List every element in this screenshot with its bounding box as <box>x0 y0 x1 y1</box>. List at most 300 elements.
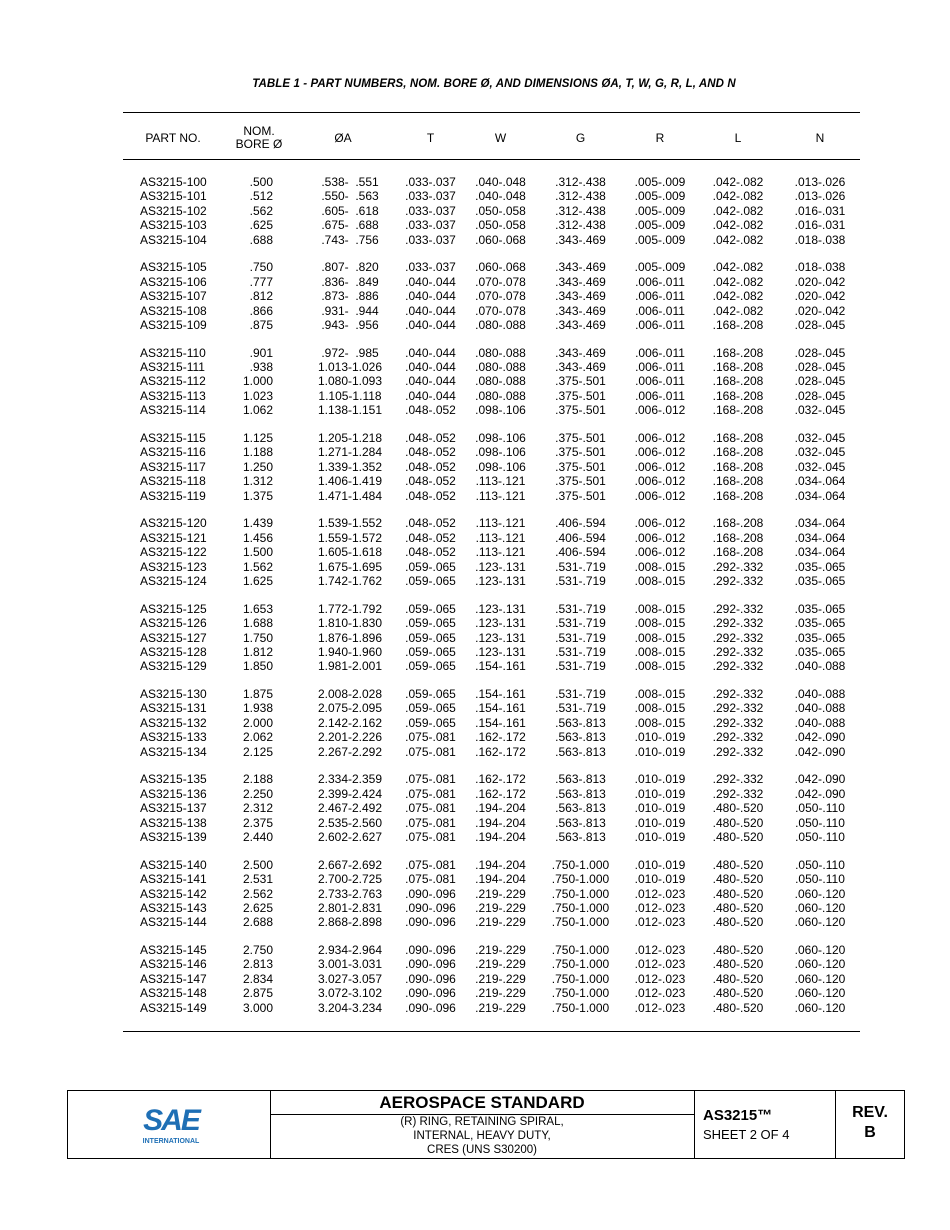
cell-g: .375-.501 <box>555 488 606 503</box>
cell-nom-bore: 2.813 <box>242 957 273 972</box>
cell-n: .060-.120 <box>794 1000 846 1015</box>
cell-t: .059-.065 <box>405 715 456 730</box>
cell-part-no: AS3215-124 <box>140 573 207 588</box>
cell-w: .194-.204 <box>475 801 526 816</box>
cell-n: .060-.120 <box>794 986 846 1001</box>
cell-n: .034-.064 <box>794 474 846 489</box>
cell-g: .375-.501 <box>555 374 606 389</box>
cell-w: .219-.229 <box>475 1000 526 1015</box>
cell-dia-a: .836- .849 <box>321 274 379 289</box>
cell-l: .292-.332 <box>712 630 764 645</box>
cell-dia-a: 1.339-1.352 <box>317 459 383 474</box>
cell-dia-a: .873- .886 <box>321 289 379 304</box>
table-row <box>123 872 860 886</box>
cell-part-no: AS3215-132 <box>140 715 207 730</box>
header-dia-a: ØA <box>334 130 352 145</box>
cell-r: .008-.015 <box>634 644 686 659</box>
row-group <box>123 431 860 503</box>
cell-w: .219-.229 <box>475 957 526 972</box>
cell-n: .013-.026 <box>794 175 846 189</box>
cell-l: .292-.332 <box>712 601 764 616</box>
cell-dia-a: .743- .756 <box>321 232 379 247</box>
cell-t: .075-.081 <box>405 857 456 872</box>
cell-dia-a: 2.008-2.028 <box>317 687 383 702</box>
cell-l: .168-.208 <box>712 445 764 460</box>
cell-nom-bore: 2.000 <box>242 715 273 730</box>
cell-g: .750-1.000 <box>551 986 610 1001</box>
cell-part-no: AS3215-139 <box>140 829 207 844</box>
table-row <box>123 915 860 929</box>
cell-t: .048-.052 <box>405 431 456 446</box>
cell-n: .034-.064 <box>794 516 846 531</box>
cell-g: .375-.501 <box>555 388 606 403</box>
cell-g: .343-.469 <box>555 360 606 375</box>
header-r: R <box>655 130 665 145</box>
cell-n: .050-.110 <box>795 857 845 872</box>
cell-g: .563-.813 <box>555 801 606 816</box>
cell-t: .090-.096 <box>405 886 456 901</box>
cell-part-no: AS3215-145 <box>140 943 207 958</box>
cell-n: .042-.090 <box>794 786 846 801</box>
cell-dia-a: 1.675-1.695 <box>317 559 383 574</box>
cell-nom-bore: 1.812 <box>242 644 273 659</box>
cell-dia-a: 2.535-2.560 <box>317 815 383 830</box>
cell-r: .010-.019 <box>634 815 686 830</box>
table-row <box>123 957 860 971</box>
cell-t: .075-.081 <box>405 815 456 830</box>
cell-dia-a: 1.876-1.896 <box>317 630 383 645</box>
cell-t: .090-.096 <box>405 943 456 958</box>
cell-t: .040-.044 <box>405 374 456 389</box>
cell-t: .048-.052 <box>405 403 456 418</box>
cell-dia-a: 1.271-1.284 <box>317 445 383 460</box>
cell-nom-bore: .688 <box>249 232 273 247</box>
cell-nom-bore: 1.250 <box>242 459 273 474</box>
cell-l: .480-.520 <box>712 971 764 986</box>
cell-w: .050-.058 <box>475 218 526 233</box>
cell-part-no: AS3215-140 <box>140 857 207 872</box>
cell-n: .060-.120 <box>794 971 846 986</box>
cell-n: .040-.088 <box>794 687 846 702</box>
cell-r: .005-.009 <box>634 218 686 233</box>
cell-w: .123-.131 <box>475 559 526 574</box>
cell-part-no: AS3215-137 <box>140 801 207 816</box>
cell-n: .060-.120 <box>794 886 846 901</box>
cell-nom-bore: .750 <box>249 260 273 275</box>
cell-r: .006-.011 <box>635 317 685 332</box>
cell-w: .080-.088 <box>475 388 526 403</box>
cell-r: .008-.015 <box>634 601 686 616</box>
cell-w: .113-.121 <box>475 488 526 503</box>
cell-l: .042-.082 <box>712 189 764 204</box>
cell-w: .219-.229 <box>475 915 526 930</box>
table-row <box>123 972 860 986</box>
cell-dia-a: 1.772-1.792 <box>317 601 383 616</box>
header-n: N <box>815 130 825 145</box>
document-number-cell <box>694 1091 836 1158</box>
header-l: L <box>734 130 742 145</box>
cell-t: .040-.044 <box>405 360 456 375</box>
cell-n: .028-.045 <box>794 360 846 375</box>
cell-w: .080-.088 <box>475 374 526 389</box>
cell-part-no: AS3215-129 <box>140 659 207 674</box>
cell-dia-a: 1.559-1.572 <box>317 530 383 545</box>
cell-part-no: AS3215-142 <box>140 886 207 901</box>
cell-r: .005-.009 <box>634 232 686 247</box>
cell-w: .113-.121 <box>475 516 526 531</box>
cell-n: .040-.088 <box>794 701 846 716</box>
cell-w: .080-.088 <box>475 345 526 360</box>
cell-l: .042-.082 <box>712 274 764 289</box>
cell-t: .075-.081 <box>405 801 456 816</box>
row-group <box>123 260 860 332</box>
cell-nom-bore: 2.531 <box>242 872 273 887</box>
title-line: CRES (UNS S30200) <box>427 1144 537 1156</box>
cell-n: .016-.031 <box>794 218 846 233</box>
cell-dia-a: 2.075-2.095 <box>317 701 383 716</box>
cell-nom-bore: .812 <box>249 289 273 304</box>
cell-l: .480-.520 <box>712 900 764 915</box>
cell-g: .343-.469 <box>555 232 606 247</box>
table-row <box>123 445 860 459</box>
cell-n: .035-.065 <box>794 601 846 616</box>
cell-nom-bore: .866 <box>249 303 273 318</box>
cell-l: .480-.520 <box>712 801 764 816</box>
cell-g: .531-.719 <box>555 687 606 702</box>
table-row <box>123 687 860 701</box>
cell-dia-a: 1.205-1.218 <box>317 431 383 446</box>
cell-g: .343-.469 <box>555 345 606 360</box>
cell-g: .750-1.000 <box>551 872 610 887</box>
cell-dia-a: 2.602-2.627 <box>317 829 383 844</box>
table-row <box>123 304 860 318</box>
cell-g: .563-.813 <box>555 715 606 730</box>
cell-g: .531-.719 <box>555 601 606 616</box>
cell-w: .050-.058 <box>475 203 526 218</box>
cell-part-no: AS3215-107 <box>140 289 207 304</box>
table-row <box>123 318 860 332</box>
cell-dia-a: 2.700-2.725 <box>317 872 383 887</box>
cell-w: .219-.229 <box>475 986 526 1001</box>
cell-r: .008-.015 <box>634 559 686 574</box>
cell-w: .123-.131 <box>475 644 526 659</box>
cell-nom-bore: 2.312 <box>242 801 273 816</box>
cell-part-no: AS3215-144 <box>140 915 207 930</box>
cell-r: .006-.012 <box>634 516 686 531</box>
cell-l: .168-.208 <box>712 374 764 389</box>
cell-t: .040-.044 <box>405 388 456 403</box>
cell-l: .042-.082 <box>712 218 764 233</box>
cell-part-no: AS3215-143 <box>140 900 207 915</box>
cell-part-no: AS3215-117 <box>140 459 206 474</box>
cell-nom-bore: 1.850 <box>242 659 273 674</box>
cell-w: .113-.121 <box>475 474 526 489</box>
cell-r: .006-.012 <box>634 445 686 460</box>
cell-t: .040-.044 <box>405 274 456 289</box>
cell-n: .060-.120 <box>794 900 846 915</box>
cell-l: .480-.520 <box>712 829 764 844</box>
cell-dia-a: .943- .956 <box>321 317 379 332</box>
cell-r: .010-.019 <box>634 872 686 887</box>
cell-g: .750-1.000 <box>551 1000 610 1015</box>
cell-w: .162-.172 <box>475 786 526 801</box>
cell-w: .098-.106 <box>475 431 526 446</box>
cell-w: .219-.229 <box>475 886 526 901</box>
cell-t: .033-.037 <box>405 175 456 189</box>
cell-w: .194-.204 <box>475 872 526 887</box>
header-nom-bore: NOM. BORE Ø <box>235 124 283 151</box>
cell-nom-bore: 1.875 <box>242 687 273 702</box>
cell-t: .059-.065 <box>405 616 456 631</box>
cell-part-no: AS3215-116 <box>140 445 206 460</box>
cell-n: .032-.045 <box>794 459 846 474</box>
cell-r: .012-.023 <box>634 943 686 958</box>
cell-g: .563-.813 <box>555 829 606 844</box>
table-row <box>123 346 860 360</box>
cell-dia-a: .931- .944 <box>321 303 379 318</box>
table-row <box>123 887 860 901</box>
cell-n: .050-.110 <box>795 815 845 830</box>
cell-l: .168-.208 <box>712 530 764 545</box>
table-row <box>123 986 860 1000</box>
cell-n: .035-.065 <box>794 559 846 574</box>
cell-w: .219-.229 <box>475 943 526 958</box>
cell-nom-bore: .625 <box>249 218 273 233</box>
cell-r: .006-.012 <box>634 459 686 474</box>
table-row <box>123 374 860 388</box>
cell-w: .040-.048 <box>475 175 526 189</box>
title-block <box>67 1090 905 1159</box>
cell-nom-bore: 1.938 <box>242 701 273 716</box>
cell-g: .406-.594 <box>555 516 606 531</box>
cell-r: .005-.009 <box>634 189 686 204</box>
cell-t: .059-.065 <box>405 601 456 616</box>
cell-r: .006-.011 <box>635 374 685 389</box>
table-row <box>123 701 860 715</box>
cell-g: .563-.813 <box>555 815 606 830</box>
cell-n: .050-.110 <box>795 801 845 816</box>
cell-l: .292-.332 <box>712 644 764 659</box>
cell-w: .194-.204 <box>475 815 526 830</box>
cell-part-no: AS3215-128 <box>140 644 207 659</box>
cell-nom-bore: 1.625 <box>242 573 273 588</box>
cell-w: .060-.068 <box>475 260 526 275</box>
cell-nom-bore: .938 <box>249 360 273 375</box>
table-row <box>123 745 860 759</box>
cell-r: .010-.019 <box>634 744 686 759</box>
cell-part-no: AS3215-103 <box>140 218 207 233</box>
cell-t: .059-.065 <box>405 687 456 702</box>
cell-part-no: AS3215-130 <box>140 687 207 702</box>
row-group <box>123 858 860 930</box>
cell-nom-bore: 1.000 <box>242 374 273 389</box>
cell-w: .070-.078 <box>475 289 526 304</box>
cell-part-no: AS3215-100 <box>140 175 207 189</box>
row-group <box>123 516 860 588</box>
cell-nom-bore: 2.625 <box>242 900 273 915</box>
table-row <box>123 289 860 303</box>
cell-nom-bore: .512 <box>249 189 273 204</box>
cell-nom-bore: 2.375 <box>242 815 273 830</box>
cell-t: .090-.096 <box>405 915 456 930</box>
sheet-number: SHEET 2 OF 4 <box>703 1127 790 1142</box>
cell-dia-a: 3.072-3.102 <box>317 986 383 1001</box>
cell-w: .080-.088 <box>475 360 526 375</box>
title-line: INTERNAL, HEAVY DUTY, <box>413 1130 551 1142</box>
cell-n: .034-.064 <box>794 530 846 545</box>
cell-l: .168-.208 <box>712 345 764 360</box>
cell-part-no: AS3215-149 <box>140 1000 207 1015</box>
cell-r: .006-.012 <box>634 431 686 446</box>
cell-nom-bore: 1.688 <box>242 616 273 631</box>
cell-r: .010-.019 <box>634 730 686 745</box>
cell-w: .113-.121 <box>475 545 526 560</box>
cell-n: .016-.031 <box>794 203 846 218</box>
cell-w: .098-.106 <box>475 403 526 418</box>
cell-part-no: AS3215-147 <box>140 971 207 986</box>
cell-w: .194-.204 <box>475 857 526 872</box>
cell-l: .168-.208 <box>712 516 764 531</box>
cell-nom-bore: 2.750 <box>242 943 273 958</box>
cell-l: .168-.208 <box>712 403 764 418</box>
cell-nom-bore: 1.439 <box>242 516 273 531</box>
cell-n: .020-.042 <box>794 289 846 304</box>
cell-dia-a: 1.080-1.093 <box>317 374 383 389</box>
table-title: TABLE 1 - PART NUMBERS, NOM. BORE Ø, AND DIMENSIONS ØA, T, W, G, R, L, AND N <box>252 78 736 90</box>
cell-l: .480-.520 <box>712 1000 764 1015</box>
cell-l: .168-.208 <box>712 388 764 403</box>
cell-t: .040-.044 <box>405 317 456 332</box>
table-row <box>123 943 860 957</box>
cell-part-no: AS3215-133 <box>140 730 207 745</box>
cell-l: .292-.332 <box>712 687 764 702</box>
cell-w: .070-.078 <box>475 303 526 318</box>
cell-dia-a: 1.742-1.762 <box>317 573 383 588</box>
cell-g: .406-.594 <box>555 545 606 560</box>
cell-t: .090-.096 <box>405 957 456 972</box>
cell-g: .343-.469 <box>555 274 606 289</box>
cell-r: .012-.023 <box>634 915 686 930</box>
cell-w: .154-.161 <box>475 659 526 674</box>
cell-g: .343-.469 <box>555 260 606 275</box>
cell-w: .080-.088 <box>475 317 526 332</box>
cell-nom-bore: 2.440 <box>242 829 273 844</box>
cell-g: .375-.501 <box>555 474 606 489</box>
document-title <box>270 1115 694 1157</box>
cell-part-no: AS3215-101 <box>140 189 207 204</box>
cell-r: .008-.015 <box>634 659 686 674</box>
cell-part-no: AS3215-148 <box>140 986 207 1001</box>
cell-g: .343-.469 <box>555 289 606 304</box>
cell-nom-bore: 1.188 <box>242 445 273 460</box>
cell-t: .075-.081 <box>405 872 456 887</box>
cell-g: .312-.438 <box>555 189 606 204</box>
cell-g: .750-1.000 <box>551 957 610 972</box>
cell-r: .010-.019 <box>634 801 686 816</box>
cell-l: .042-.082 <box>712 203 764 218</box>
cell-dia-a: 3.027-3.057 <box>317 971 383 986</box>
cell-g: .531-.719 <box>555 616 606 631</box>
table-row <box>123 204 860 218</box>
cell-r: .012-.023 <box>634 900 686 915</box>
cell-l: .042-.082 <box>712 303 764 318</box>
cell-part-no: AS3215-141 <box>140 872 207 887</box>
cell-dia-a: 1.605-1.618 <box>317 545 383 560</box>
cell-nom-bore: 2.562 <box>242 886 273 901</box>
cell-part-no: AS3215-112 <box>140 374 206 389</box>
table-row <box>123 645 860 659</box>
cell-part-no: AS3215-109 <box>140 317 207 332</box>
table-row <box>123 460 860 474</box>
cell-dia-a: 2.267-2.292 <box>317 744 383 759</box>
cell-l: .480-.520 <box>712 957 764 972</box>
cell-dia-a: 2.467-2.492 <box>317 801 383 816</box>
cell-l: .292-.332 <box>712 616 764 631</box>
cell-w: .219-.229 <box>475 971 526 986</box>
cell-nom-bore: 3.000 <box>242 1000 273 1015</box>
cell-r: .006-.012 <box>634 403 686 418</box>
row-group <box>123 687 860 759</box>
table-bottom-rule <box>123 1031 860 1032</box>
table-row <box>123 531 860 545</box>
cell-t: .090-.096 <box>405 900 456 915</box>
cell-g: .375-.501 <box>555 431 606 446</box>
cell-n: .032-.045 <box>794 431 846 446</box>
table-row <box>123 260 860 274</box>
cell-t: .059-.065 <box>405 644 456 659</box>
cell-nom-bore: 2.688 <box>242 915 273 930</box>
cell-r: .006-.011 <box>635 345 685 360</box>
cell-t: .075-.081 <box>405 730 456 745</box>
cell-nom-bore: 2.250 <box>242 786 273 801</box>
cell-dia-a: 1.138-1.151 <box>317 403 383 418</box>
cell-l: .292-.332 <box>712 730 764 745</box>
cell-w: .070-.078 <box>475 274 526 289</box>
cell-r: .006-.012 <box>634 488 686 503</box>
cell-n: .013-.026 <box>794 189 846 204</box>
cell-part-no: AS3215-135 <box>140 772 207 787</box>
cell-r: .006-.011 <box>635 388 685 403</box>
standard-heading: AEROSPACE STANDARD <box>270 1091 694 1115</box>
cell-r: .005-.009 <box>634 175 686 189</box>
revision-label: REV. <box>852 1104 888 1121</box>
table-row <box>123 275 860 289</box>
cell-t: .048-.052 <box>405 488 456 503</box>
document-number: AS3215™ <box>703 1107 773 1124</box>
row-group <box>123 346 860 418</box>
cell-w: .098-.106 <box>475 459 526 474</box>
cell-nom-bore: .562 <box>249 203 273 218</box>
cell-g: .750-1.000 <box>551 971 610 986</box>
header-t: T <box>426 130 435 145</box>
cell-r: .008-.015 <box>634 687 686 702</box>
cell-t: .033-.037 <box>405 260 456 275</box>
cell-g: .343-.469 <box>555 303 606 318</box>
cell-n: .035-.065 <box>794 573 846 588</box>
cell-n: .028-.045 <box>794 388 846 403</box>
cell-t: .048-.052 <box>405 445 456 460</box>
cell-r: .010-.019 <box>634 772 686 787</box>
cell-g: .375-.501 <box>555 445 606 460</box>
cell-dia-a: 1.471-1.484 <box>317 488 383 503</box>
row-group <box>123 772 860 844</box>
cell-t: .090-.096 <box>405 1000 456 1015</box>
cell-dia-a: 2.201-2.226 <box>317 730 383 745</box>
cell-l: .168-.208 <box>712 474 764 489</box>
cell-w: .219-.229 <box>475 900 526 915</box>
cell-part-no: AS3215-102 <box>140 203 207 218</box>
cell-t: .048-.052 <box>405 545 456 560</box>
